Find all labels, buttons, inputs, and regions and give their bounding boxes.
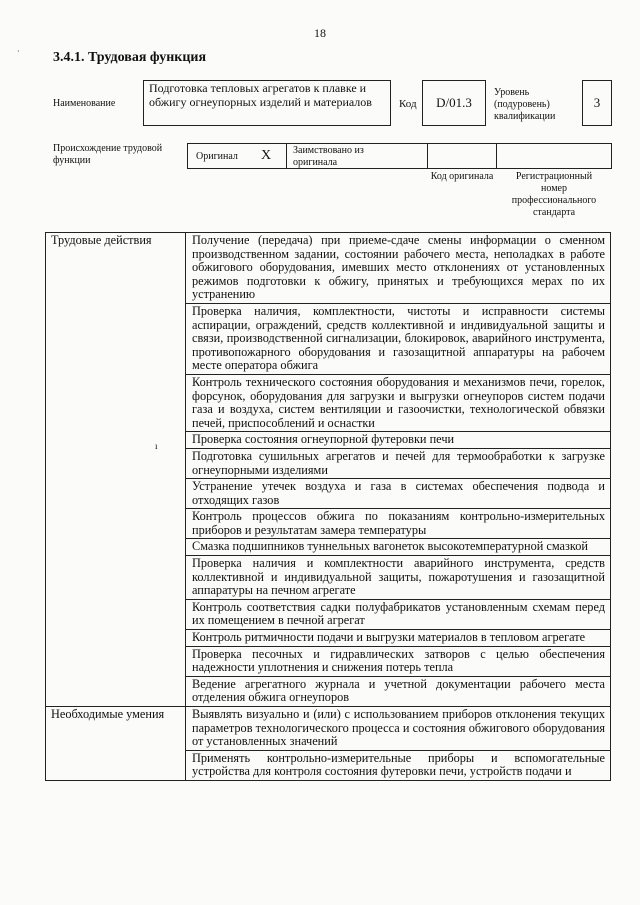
row-item: Применять контрольно-измерительные приборы и вспомогательные устройства для контроля состояния футеровки печи, устройств подачи и [186, 750, 611, 780]
page-number: 18 [314, 26, 326, 40]
row-item: Устранение утечек воздуха и газа в системах обеспечения подвода и отходящих газов [186, 479, 611, 509]
function-table [45, 232, 611, 781]
row-item: Проверка наличия и комплектности аварийного инструмента, средств коллективной и индивидуальной защиты, пожаротушения и газозащитной аппаратуры на печном агрегате [186, 556, 611, 600]
row-item: Проверка песочных и гидравлических затворов с целью обеспечения надежности уплотнения и снижения потерь тепла [186, 646, 611, 676]
name-value: Подготовка тепловых агрегатов к плавке и обжигу огнеупорных изделий и материалов [149, 81, 372, 109]
code-value: D/01.3 [436, 95, 472, 110]
row-item: Проверка состояния огнеупорной футеровки печи [186, 432, 611, 449]
reg-number-box [496, 143, 612, 169]
borrowed-box [286, 143, 428, 169]
row-item: Контроль ритмичности подачи и выгрузки материалов в тепловом агрегате [186, 630, 611, 647]
row-item: Ведение агрегатного журнала и учетной документации рабочего места отделения обжига огнеупоров [186, 676, 611, 706]
row-item: Контроль технического состояния оборудования и механизмов печи, горелок, форсунок, оборудования для загрузки и выгрузки огнеупоров систем подачи газа и воздуха, систем вентиляции и газоочистки, технологической обвязки печей, приспособлений и оснастки [186, 374, 611, 431]
level-box [582, 80, 612, 126]
row-item: Контроль процессов обжига по показаниям контрольно-измерительных приборов и результатам замера температуры [186, 509, 611, 539]
original-mark: X [261, 148, 272, 163]
name-box [143, 80, 391, 126]
code-original-box [427, 143, 497, 169]
reg-number-label: Регистрационный номер профессионального стандарта [511, 171, 597, 218]
table-row [46, 707, 611, 751]
level-label: Уровень (подуровень) квалификации [494, 87, 556, 122]
name-label: Наименование [53, 98, 116, 109]
row-item: Подготовка сушильных агрегатов и печей для термообработки к загрузке огнеупорными изделиями [186, 448, 611, 478]
scan-mark: · [17, 47, 20, 56]
origin-label: Происхождение трудовой функции [53, 143, 163, 166]
original-label: Оригинал [196, 151, 238, 162]
row-category: Трудовые действия [46, 233, 186, 707]
level-value: 3 [593, 95, 601, 110]
row-item: Контроль соответствия садки полуфабрикатов установленным схемам перед их помещением в печной агрегат [186, 599, 611, 629]
row-item: Проверка наличия, комплектности, чистоты и исправности системы аспирации, ограждений, средств коллективной и индивидуальной защиты и связи, производственной сигнализации, блокировок, аварийного инструмента, противопожарного оборудования и газозащитной аппаратуры на рабочем месте оператора обжига [186, 303, 611, 374]
borrowed-label: Заимствовано из оригинала [293, 145, 364, 168]
table-row [46, 233, 611, 304]
code-box [422, 80, 486, 126]
function-table-body [46, 233, 611, 781]
scan-mark-2: ı [155, 441, 158, 451]
row-item: Выявлять визуально и (или) с использованием приборов отклонения текущих параметров технологического процесса и состояния обжигового оборудования от установленных значений [186, 707, 611, 751]
code-label: Код [399, 98, 417, 110]
original-box [187, 143, 287, 169]
row-category: Необходимые умения [46, 707, 186, 781]
row-item: Смазка подшипников туннельных вагонеток высокотемпературной смазкой [186, 539, 611, 556]
row-item: Получение (передача) при приеме-сдаче смены информации о сменном производственном задании, состоянии рабочего места, неполадках в работе обжигового оборудования, имевших место отклонениях от установленных режимов подготовки к обжигу, принятых и требующихся мерах по их устранению [186, 233, 611, 304]
section-title: 3.4.1. Трудовая функция [53, 50, 207, 65]
code-original-label: Код оригинала [430, 171, 494, 182]
